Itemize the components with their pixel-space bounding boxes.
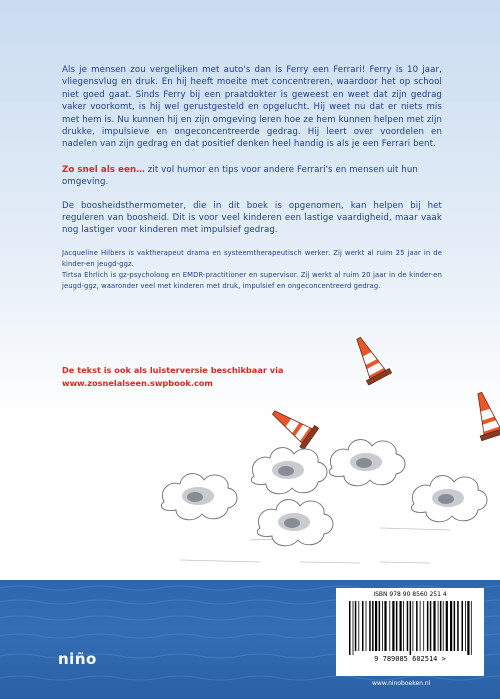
barcode-bar bbox=[358, 601, 359, 651]
barcode-bar bbox=[355, 601, 357, 651]
barcode-bar bbox=[457, 601, 459, 651]
traffic-cone-icon bbox=[347, 332, 392, 385]
author-bio-hilbers: Jacqueline Hilbers is vaktherapeut drama en systeemtherapeutisch werker. Zij werkt al ruim 25 jaar in de kinder-en jeugd-ggz. bbox=[62, 248, 442, 269]
barcode-bar bbox=[443, 601, 444, 651]
barcode-bar bbox=[423, 601, 424, 651]
barcode-bar bbox=[416, 601, 418, 651]
barcode-bar bbox=[362, 601, 364, 651]
barcode-digits: 9 789085 602514 > bbox=[374, 655, 446, 663]
traffic-cone-icon bbox=[467, 389, 500, 441]
barcode-bar bbox=[369, 601, 371, 651]
intro-paragraph: Als je mensen zou vergelijken met auto's dan is Ferry een Ferrari! Ferry is 10 jaar, vliegensvlug en druk. En hij heeft moeite met concentreren, waardoor het op school niet goed gaat. Sinds Ferry bij een praatdokter is geweest en weet dat zijn gedrag vaker voorkomt, is hij wel gerustgesteld en opgelucht. Hij weet nu dat er niets mis met hem is. Nu kunnen hij en zijn omgeving leren hoe ze hem kunnen helpen met zijn drukke, impulsieve en ongeconcentreerde gedrag. Hij leert over voordelen en nadelen van zijn gedrag en dat positief denken heel handig is als je een Ferrari bent. bbox=[62, 65, 442, 150]
author-bios bbox=[62, 248, 442, 293]
barcode-bar bbox=[471, 601, 472, 655]
barcode-bar bbox=[379, 601, 381, 651]
back-cover-text bbox=[62, 64, 442, 293]
barcode-bar bbox=[454, 601, 456, 651]
barcode-bar bbox=[413, 601, 414, 651]
barcode-bar bbox=[440, 601, 442, 651]
barcode-bar bbox=[372, 601, 374, 651]
thermometer-paragraph: De boosheidsthermometer, die in dit boek is opgenomen, kan helpen bij het reguleren van boosheid. Dit is voor veel kinderen een lastige vaardigheid, maar vaak nog lastiger voor kinderen met impulsief gedrag. bbox=[62, 200, 442, 236]
tagline-rest: zit vol humor en tips voor andere Ferrari's en mensen uit hun omgeving. bbox=[62, 164, 418, 188]
barcode-bar bbox=[407, 601, 409, 651]
barcode-bar bbox=[420, 601, 421, 651]
publisher-logo: niño bbox=[58, 650, 97, 668]
isbn-number: ISBN 978 90 8560 251 4 bbox=[373, 591, 447, 598]
barcode-panel bbox=[336, 588, 484, 676]
barcode-bar bbox=[465, 601, 466, 651]
barcode-bar bbox=[382, 601, 383, 651]
barcode-bar bbox=[430, 601, 432, 651]
barcode-bar bbox=[384, 601, 386, 651]
tagline bbox=[62, 164, 442, 189]
barcode-bar bbox=[396, 601, 398, 651]
barcode-bar bbox=[366, 601, 367, 651]
barcode-bar bbox=[375, 601, 377, 651]
author-bio-ehrlich: Tirtsa Ehrlich is gz-psycholoog en EMDR-practitioner en supervisor. Zij werkt al ruim 20 jaar in de kinder-en jeugd-ggz, waaronder veel met kinderen met druk, impulsief en ongeconcentreerd gedrag. bbox=[62, 271, 442, 291]
barcode-bar bbox=[353, 601, 354, 655]
barcode-bar bbox=[462, 601, 464, 651]
barcode-bar bbox=[400, 601, 402, 651]
barcode-bar bbox=[410, 601, 412, 655]
tagline-lead: Zo snel als een… bbox=[62, 164, 145, 175]
barcode-bar bbox=[427, 601, 429, 651]
barcode-bar bbox=[446, 601, 448, 651]
dust-cloud-icon bbox=[251, 448, 327, 494]
barcode-bar bbox=[392, 601, 394, 651]
barcode-bar bbox=[450, 601, 452, 651]
audio-url[interactable]: www.zosnelalseen.swpbook.com bbox=[62, 377, 213, 388]
dust-cloud-icon bbox=[161, 474, 237, 520]
barcode-bar bbox=[467, 601, 469, 655]
barcode-bar bbox=[389, 601, 390, 651]
traffic-cone-icon bbox=[266, 402, 319, 450]
dust-cloud-icon bbox=[411, 476, 487, 522]
cones-and-dust-illustration bbox=[0, 300, 500, 590]
barcode-icon bbox=[347, 601, 473, 655]
dust-cloud-icon bbox=[257, 500, 333, 546]
publisher-website[interactable]: www.ninoboeken.nl bbox=[372, 680, 431, 687]
audio-note-line: De tekst is ook als luisterversie beschikbaar via bbox=[62, 365, 284, 375]
barcode-bar bbox=[433, 601, 435, 651]
dust-cloud-icon bbox=[329, 440, 405, 486]
barcode-bar bbox=[403, 601, 404, 651]
barcode-bar bbox=[349, 601, 351, 655]
barcode-bar bbox=[438, 601, 439, 651]
